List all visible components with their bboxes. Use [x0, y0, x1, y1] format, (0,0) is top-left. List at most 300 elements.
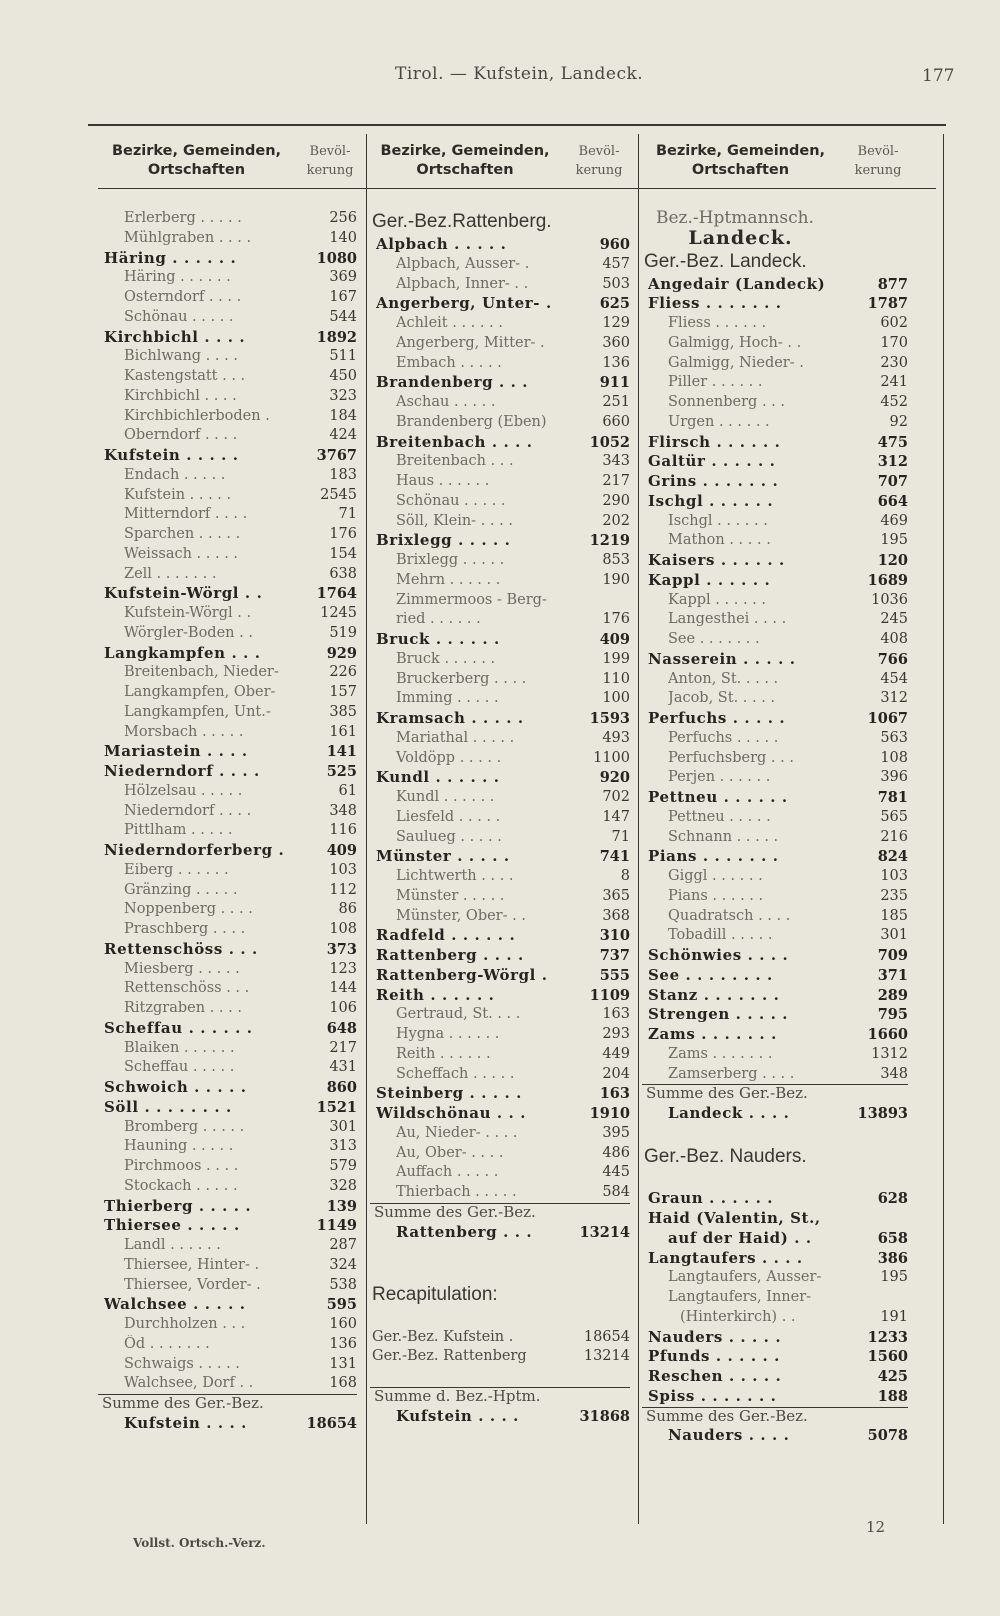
place-name: Langtaufers, Inner- — [668, 1289, 812, 1305]
population-value: 475 — [877, 433, 908, 451]
table-row — [366, 749, 636, 769]
place-name: Angerberg, Mitter- . — [396, 334, 545, 351]
table-row — [94, 762, 364, 782]
place-name: Brixlegg . . . . . — [396, 552, 505, 568]
population-value: 511 — [329, 348, 357, 365]
table-row — [94, 821, 364, 841]
population-value: 110 — [602, 670, 630, 687]
population-value: 190 — [602, 571, 630, 588]
table-row — [94, 1335, 364, 1355]
place-name: Durchholzen . . . — [124, 1316, 246, 1332]
table-row — [94, 723, 364, 743]
population-value: 86 — [338, 901, 357, 918]
table-row — [94, 940, 364, 960]
place-name: Perfuchs . . . . . — [668, 729, 779, 746]
table-row — [638, 926, 936, 946]
population-value: 312 — [877, 453, 908, 471]
spacer-row — [638, 1124, 936, 1144]
place-name: Embach . . . . . — [396, 354, 502, 371]
sum-rule — [642, 1084, 908, 1085]
population-value: 1245 — [320, 605, 357, 621]
table-row — [94, 347, 364, 367]
population-value: 648 — [326, 1019, 357, 1037]
place-name: Scheffau . . . . . . — [104, 1018, 253, 1037]
table-row — [366, 986, 636, 1006]
place-name: Spiss . . . . . . . — [648, 1386, 777, 1405]
table-row — [94, 308, 364, 328]
population-value: 1312 — [871, 1045, 908, 1062]
table-row — [366, 413, 636, 433]
population-value: 136 — [602, 354, 630, 371]
place-name: Ger.-Bez.Rattenberg. — [372, 211, 552, 232]
population-value: 100 — [602, 690, 630, 707]
place-name: Quadratsch . . . . — [668, 907, 791, 924]
population-value: 386 — [877, 1249, 908, 1267]
place-name: Perfuchsberg . . . — [668, 749, 794, 766]
population-value: 343 — [602, 453, 630, 470]
population-value: 425 — [877, 1368, 908, 1385]
table-row — [366, 946, 636, 966]
table-row — [638, 1104, 936, 1124]
column-header — [366, 142, 636, 188]
population-value: 163 — [599, 1085, 630, 1103]
place-name: Ischgl . . . . . . — [668, 512, 768, 529]
population-value: 141 — [326, 743, 357, 761]
table-row — [366, 867, 636, 887]
footer-sheet-number: 12 — [866, 1518, 886, 1536]
place-name: Rattenberg . . . — [396, 1222, 533, 1241]
population-value: 445 — [602, 1164, 630, 1181]
table-row — [366, 255, 636, 275]
population-value: 664 — [877, 492, 908, 510]
population-value: 707 — [877, 473, 908, 490]
population-value: 1233 — [867, 1328, 908, 1346]
population-value: 658 — [877, 1229, 908, 1247]
place-name: Walchsee . . . . . — [104, 1295, 246, 1314]
population-value: 112 — [329, 881, 357, 898]
place-name: Galmigg, Hoch- . . — [668, 334, 802, 351]
population-value: 1787 — [867, 295, 908, 313]
row-list — [366, 209, 636, 1426]
place-name: Breitenbach, Nieder- — [124, 664, 279, 681]
sum-rule — [642, 1407, 908, 1408]
place-name: Saulueg . . . . . — [396, 828, 502, 845]
table-row — [94, 446, 364, 466]
place-name: Walchsee, Dorf . . — [124, 1375, 254, 1392]
place-name: Aschau . . . . . — [396, 394, 496, 410]
population-value: 737 — [599, 947, 630, 964]
place-name: Stanz . . . . . . . — [648, 985, 780, 1004]
place-name: Münster . . . . . — [376, 847, 510, 866]
table-row — [366, 729, 636, 749]
table-row — [94, 703, 364, 723]
population-value: 525 — [326, 763, 357, 780]
header-name: Bezirke, Gemeinden, Ortschaften — [111, 143, 282, 178]
population-value: 3767 — [316, 447, 357, 464]
table-row — [638, 808, 936, 828]
running-head — [0, 60, 1000, 88]
table-row — [94, 229, 364, 249]
table-row — [94, 802, 364, 822]
population-value: 120 — [877, 552, 908, 569]
population-value: 628 — [877, 1190, 908, 1208]
place-name: Scheffau . . . . . — [124, 1059, 235, 1076]
row-list — [94, 209, 364, 1434]
place-name: Schwoich . . . . . — [104, 1078, 247, 1096]
table-row — [366, 1045, 636, 1065]
place-name: Hygna . . . . . . — [396, 1026, 500, 1042]
population-value: 13214 — [579, 1223, 630, 1241]
table-row — [94, 328, 364, 348]
table-row — [638, 551, 936, 571]
population-value: 1689 — [867, 571, 908, 589]
table-row — [366, 808, 636, 828]
population-value: 310 — [599, 927, 630, 945]
sum-rule — [370, 1387, 630, 1388]
place-name: Miesberg . . . . . — [124, 960, 240, 977]
place-name: Haus . . . . . . — [396, 473, 490, 489]
table-row — [638, 1084, 936, 1104]
population-value: 1892 — [316, 328, 357, 346]
place-name: Thierberg . . . . . — [104, 1196, 252, 1215]
population-value: 519 — [329, 624, 357, 641]
table-row — [94, 683, 364, 703]
population-value: 176 — [602, 611, 630, 628]
place-name: Mehrn . . . . . . — [396, 571, 501, 588]
table-row — [94, 1039, 364, 1059]
place-name: See . . . . . . . — [668, 631, 760, 647]
table-row — [638, 768, 936, 788]
place-name: Münster . . . . . — [396, 887, 505, 904]
place-name: Brandenberg (Eben) — [396, 413, 547, 430]
place-name: Mitterndorf . . . . — [124, 506, 248, 523]
place-name: Rattenberg . . . . — [376, 946, 524, 964]
table-row — [94, 505, 364, 525]
population-value: 184 — [329, 407, 357, 424]
table-row — [94, 782, 364, 802]
population-value: 170 — [880, 334, 908, 351]
place-name: Weissach . . . . . — [124, 545, 239, 562]
place-name: Zamserberg . . . . — [668, 1065, 795, 1082]
population-value: 431 — [329, 1059, 357, 1076]
place-name: Thierbach . . . . . — [396, 1184, 517, 1200]
population-value: 195 — [880, 1269, 908, 1286]
place-name: Urgen . . . . . . — [668, 413, 770, 430]
population-value: 449 — [602, 1045, 630, 1062]
table-row — [638, 610, 936, 630]
table-row — [638, 1387, 936, 1407]
population-value: 241 — [880, 374, 908, 391]
table-row — [94, 900, 364, 920]
table-row — [366, 472, 636, 492]
population-value: 781 — [877, 789, 908, 806]
place-name: Stockach . . . . . — [124, 1177, 238, 1194]
place-name: Kappl . . . . . . — [668, 591, 766, 608]
population-value: 450 — [329, 368, 357, 384]
place-name: Blaiken . . . . . . — [124, 1039, 235, 1056]
population-value: 251 — [602, 394, 630, 410]
place-name: Wörgler-Boden . . — [124, 624, 253, 641]
table-row — [94, 841, 364, 861]
place-name: Gränzing . . . . . — [124, 881, 238, 898]
place-name: Piller . . . . . . — [668, 374, 763, 391]
table-row — [638, 907, 936, 927]
place-name: Langtaufers . . . . — [648, 1248, 803, 1267]
place-name: Pfunds . . . . . . — [648, 1347, 780, 1366]
place-name: Söll, Klein- . . . . — [396, 512, 513, 529]
row-list — [638, 209, 936, 1446]
place-name: Reschen . . . . . — [648, 1367, 782, 1385]
table-row — [366, 1124, 636, 1144]
place-name: Sonnenberg . . . — [668, 394, 785, 410]
population-value: 660 — [602, 413, 630, 430]
table-row — [638, 1144, 936, 1170]
place-name: Bichlwang . . . . — [124, 348, 238, 365]
place-name: Kundl . . . . . . — [376, 768, 500, 787]
place-name: Galtür . . . . . . — [648, 452, 776, 471]
population-value: 256 — [329, 210, 357, 226]
population-value: 324 — [329, 1256, 357, 1273]
population-value: 565 — [880, 808, 908, 825]
place-name: Ischgl . . . . . . — [648, 491, 774, 510]
table-row — [366, 689, 636, 709]
place-name: Schönwies . . . . — [648, 946, 789, 964]
header-population: Bevöl-kerung — [306, 144, 354, 178]
table-row — [366, 847, 636, 867]
population-value: 795 — [877, 1006, 908, 1024]
table-row — [638, 1249, 936, 1269]
population-value: 709 — [877, 947, 908, 964]
table-row — [638, 986, 936, 1006]
place-name: Pittlham . . . . . — [124, 822, 233, 839]
table-row — [638, 1045, 936, 1065]
population-value: 877 — [877, 275, 908, 293]
table-row — [366, 531, 636, 551]
population-value: 18654 — [583, 1328, 630, 1345]
table-row — [638, 433, 936, 453]
table-row — [94, 1058, 364, 1078]
table-row — [638, 946, 936, 966]
population-value: 185 — [880, 907, 908, 924]
table-row — [94, 1374, 364, 1394]
table-row — [638, 867, 936, 887]
table-row — [366, 492, 636, 512]
place-name: Endach . . . . . — [124, 466, 226, 483]
place-name: Brandenberg . . . — [376, 373, 529, 392]
population-value: 217 — [329, 1039, 357, 1056]
place-name: Brixlegg . . . . . — [376, 531, 511, 550]
table-row — [94, 742, 364, 762]
place-name: Imming . . . . . — [396, 690, 499, 707]
place-name: Morsbach . . . . . — [124, 723, 244, 740]
table-row — [638, 314, 936, 334]
place-name: Bromberg . . . . . — [124, 1118, 245, 1135]
table-row — [638, 1288, 936, 1308]
place-name: Bruck . . . . . . — [396, 650, 496, 667]
population-value: 1067 — [867, 710, 908, 727]
population-value: 457 — [602, 255, 630, 272]
place-name: Schnann . . . . . — [668, 828, 779, 845]
table-row — [638, 512, 936, 532]
place-name: Fliess . . . . . . — [668, 315, 767, 331]
population-value: 1660 — [867, 1026, 908, 1043]
table-row — [94, 1355, 364, 1375]
table-row — [638, 373, 936, 393]
table-row — [94, 960, 364, 980]
population-value: 328 — [329, 1177, 357, 1194]
table-row — [638, 452, 936, 472]
table-row — [94, 209, 364, 229]
place-name: Alpbach, Inner- . . — [396, 275, 529, 292]
column-2 — [366, 124, 636, 1514]
place-name: Liesfeld . . . . . — [396, 808, 501, 825]
table-row — [94, 1078, 364, 1098]
population-table — [88, 124, 946, 1514]
population-value: 824 — [877, 848, 908, 866]
table-row — [638, 209, 936, 229]
population-value: 323 — [329, 387, 357, 404]
table-row — [94, 1394, 364, 1414]
population-value: 131 — [329, 1355, 357, 1372]
place-name: Häring . . . . . . — [124, 269, 231, 286]
spacer-row — [366, 1262, 636, 1282]
population-value: 368 — [602, 907, 630, 924]
table-row — [366, 1387, 636, 1407]
place-name: Kufstein-Wörgl . . — [104, 584, 263, 603]
population-value: 129 — [602, 315, 630, 331]
place-name: Kundl . . . . . . — [396, 789, 495, 805]
table-row — [94, 1019, 364, 1039]
population-value: 301 — [329, 1118, 357, 1135]
table-row — [94, 1157, 364, 1177]
population-value: 293 — [602, 1026, 630, 1042]
population-value: 625 — [599, 295, 630, 313]
place-name: Voldöpp . . . . . — [396, 749, 502, 766]
population-value: 409 — [326, 842, 357, 859]
table-row — [94, 1236, 364, 1256]
place-name: Galmigg, Nieder- . — [668, 354, 804, 371]
table-row — [638, 571, 936, 591]
table-row — [366, 314, 636, 334]
population-value: 638 — [329, 565, 357, 582]
population-value: 469 — [880, 512, 908, 529]
population-value: 396 — [880, 769, 908, 786]
place-name: Mariathal . . . . . — [396, 729, 515, 746]
population-value: 245 — [880, 611, 908, 628]
place-name: Breitenbach . . . . — [376, 432, 533, 451]
place-name: Alpbach . . . . . — [376, 235, 507, 253]
population-value: 371 — [877, 966, 908, 984]
population-value: 290 — [602, 492, 630, 509]
header-name: Bezirke, Gemeinden, Ortschaften — [655, 143, 826, 178]
spacer-row — [366, 1367, 636, 1387]
place-name: Perjen . . . . . . — [668, 769, 771, 786]
table-row — [366, 275, 636, 295]
population-value: 92 — [889, 413, 908, 430]
population-value: 217 — [602, 473, 630, 489]
population-value: 313 — [329, 1138, 357, 1155]
table-row — [638, 729, 936, 749]
population-value: 960 — [599, 236, 630, 253]
table-row — [638, 887, 936, 907]
place-name: Summe des Ger.-Bez. — [374, 1202, 536, 1221]
table-row — [638, 1065, 936, 1085]
place-name: Kirchbichl . . . . — [124, 387, 237, 404]
population-value: 230 — [880, 354, 908, 371]
spacer-row — [366, 1242, 636, 1262]
table-row — [94, 426, 364, 446]
population-value: 108 — [880, 749, 908, 766]
place-name: Bruckerberg . . . . — [396, 670, 527, 687]
table-row — [366, 610, 636, 630]
place-name: Kirchbichl . . . . — [104, 327, 246, 346]
population-value: 493 — [602, 729, 630, 746]
place-name: Giggl . . . . . . — [668, 868, 763, 884]
place-name: Sparchen . . . . . — [124, 526, 241, 542]
table-row — [366, 294, 636, 314]
population-value: 5078 — [867, 1427, 908, 1445]
table-row — [94, 604, 364, 624]
place-name: Zell . . . . . . . — [124, 565, 217, 582]
table-row — [366, 571, 636, 591]
table-row — [94, 1177, 364, 1197]
population-value: 301 — [880, 927, 908, 944]
place-name: Pirchmoos . . . . — [124, 1158, 239, 1174]
place-name: Landl . . . . . . — [124, 1237, 221, 1253]
sum-rule — [98, 1394, 357, 1395]
population-value: 116 — [329, 822, 357, 839]
place-name: Au, Nieder- . . . . — [396, 1124, 518, 1141]
population-value: 123 — [329, 960, 357, 977]
table-row — [366, 551, 636, 571]
population-value: 31868 — [579, 1407, 630, 1425]
table-row — [638, 294, 936, 314]
place-name: Angedair (Landeck) — [648, 274, 826, 293]
population-value: 168 — [329, 1375, 357, 1392]
table-row — [94, 1315, 364, 1335]
place-name: Gertraud, St. . . . — [396, 1006, 521, 1023]
place-name: Alpbach, Ausser- . — [396, 255, 530, 272]
place-name: Pettneu . . . . . — [668, 808, 771, 825]
table-row — [94, 387, 364, 407]
table-row — [366, 907, 636, 927]
population-value: 454 — [880, 670, 908, 687]
table-row — [638, 1347, 936, 1367]
place-name: Reith . . . . . . — [396, 1045, 491, 1062]
table-row — [366, 591, 636, 611]
place-name: Summe des Ger.-Bez. — [646, 1084, 808, 1103]
population-value: 860 — [326, 1079, 357, 1096]
population-value: 312 — [880, 690, 908, 707]
table-row — [366, 433, 636, 453]
population-value: 853 — [602, 552, 630, 568]
population-value: 360 — [602, 334, 630, 351]
table-row — [638, 1328, 936, 1348]
population-value: 348 — [880, 1065, 908, 1082]
table-row — [366, 788, 636, 808]
table-row — [638, 249, 936, 275]
column-1 — [94, 124, 364, 1514]
place-name: Pettneu . . . . . . — [648, 788, 788, 806]
place-name: Landeck . . . . — [668, 1104, 790, 1122]
table-row — [366, 354, 636, 374]
population-value: 163 — [602, 1006, 630, 1023]
page-number: 177 — [922, 66, 955, 86]
population-value: 287 — [329, 1237, 357, 1253]
place-name: Tobadill . . . . . — [668, 927, 773, 944]
population-value: 136 — [329, 1335, 357, 1352]
table-row — [366, 1347, 636, 1367]
